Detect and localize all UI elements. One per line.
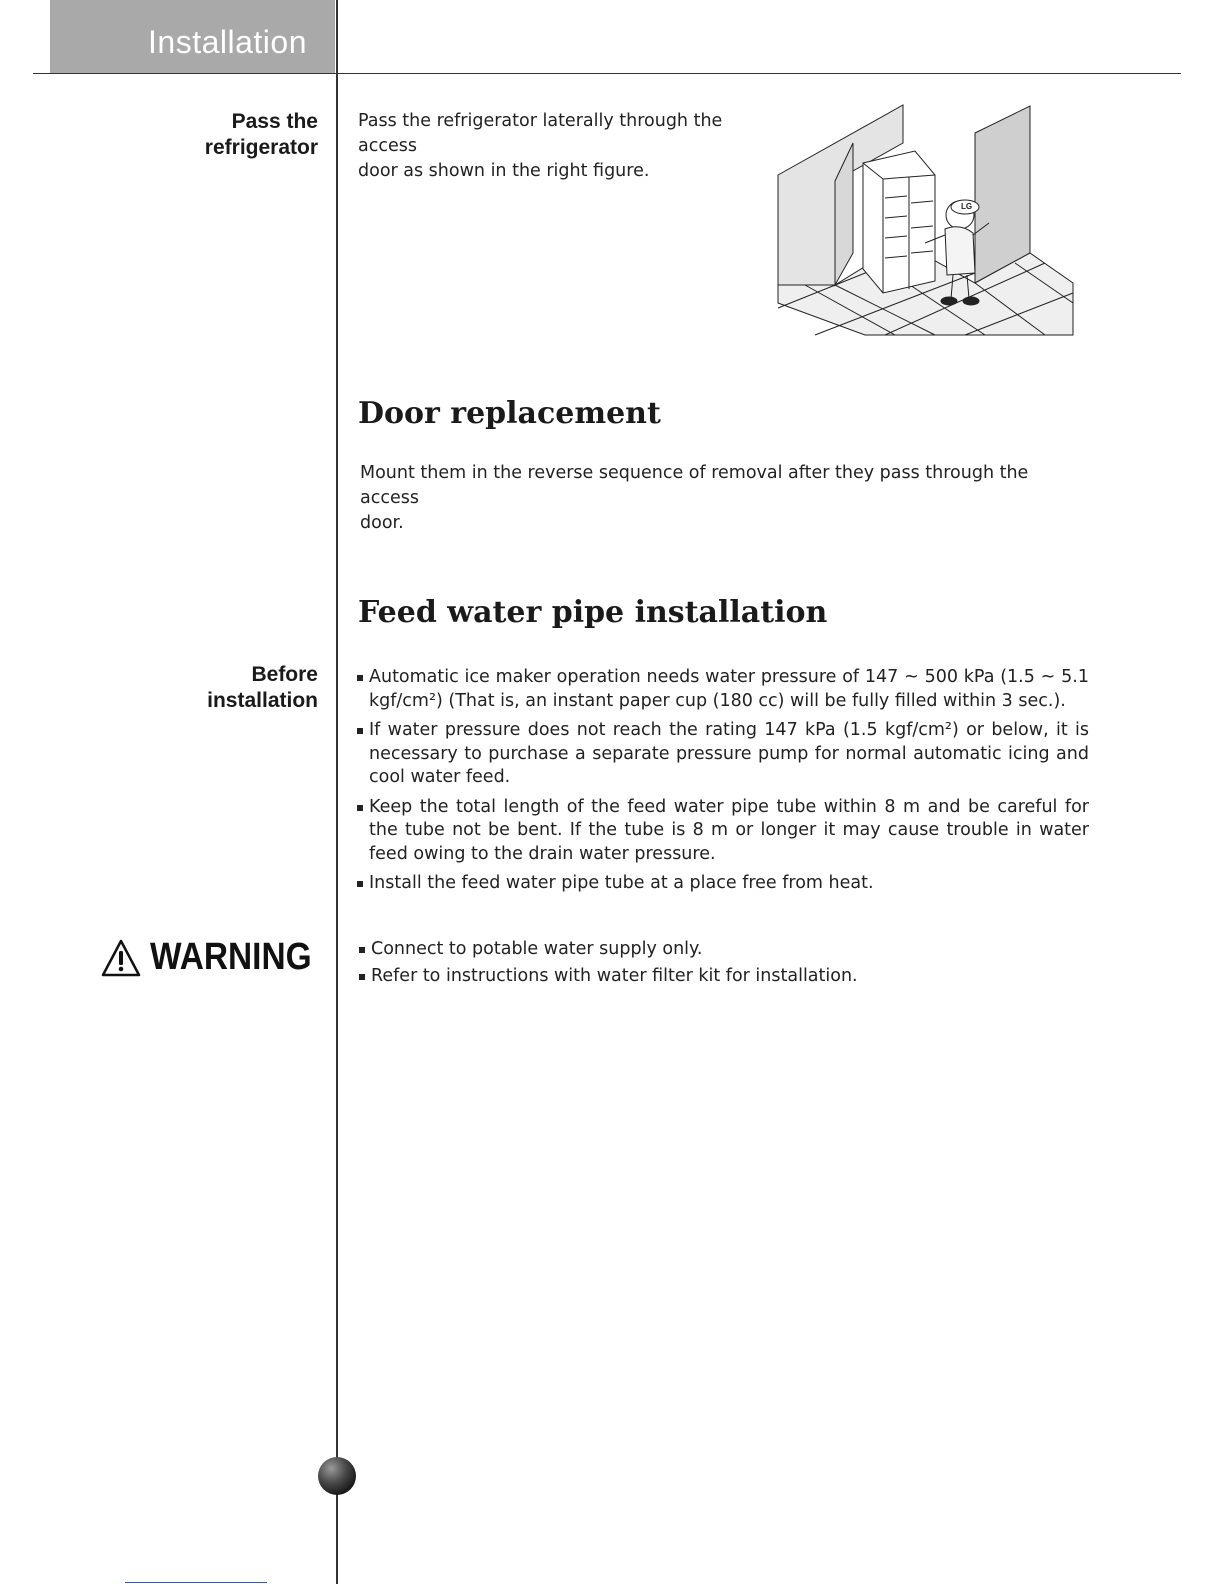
feed-water-bullet-list (357, 666, 1089, 902)
page-marker-dot (318, 1457, 356, 1495)
warning-bullet-list (359, 938, 1059, 994)
door-text-line2: door. (360, 513, 404, 533)
pass-text (358, 109, 778, 184)
page-title: Installation (148, 24, 307, 60)
bullet-square-icon (357, 805, 363, 811)
list-item: Keep the total length of the feed water pipe tube within 8 m and be careful for the tube not be bent. If the tube is 8 m or longer it may cause trouble in water feed owing to the drain water pressure. (357, 796, 1089, 867)
side-label-before (207, 662, 318, 714)
door-replacement-text (360, 461, 1090, 536)
header-divider (33, 73, 1181, 74)
list-item: Refer to instructions with water filter kit for installation. (359, 965, 1059, 989)
list-item: Automatic ice maker operation needs water pressure of 147 ~ 500 kPa (1.5 ~ 5.1 kgf/cm²) (That is, an instant paper cup (180 cc) will be fully filled within 3 sec.). (357, 666, 1089, 713)
list-item: If water pressure does not reach the rating 147 kPa (1.5 kgf/cm²) or below, it is necessary to purchase a separate pressure pump for normal automatic icing and cool water feed. (357, 719, 1089, 790)
door-replacement-heading: Door replacement (358, 396, 661, 431)
list-item: Install the feed water pipe tube at a place free from heat. (357, 872, 1089, 896)
bullet-square-icon (357, 728, 363, 734)
lg-logo-text: LG (961, 202, 973, 211)
side-label-pass (205, 109, 318, 161)
warning-triangle-icon (100, 938, 142, 978)
vertical-divider (336, 0, 338, 1584)
bullet-square-icon (357, 881, 363, 887)
pass-text-line2: door as shown in the right figure. (358, 161, 650, 181)
warning-label (100, 936, 324, 984)
side-label-pass-line2: refrigerator (204, 136, 318, 159)
side-label-before-line1: Before (251, 663, 318, 686)
refrigerator-access-illustration (775, 103, 1075, 339)
bullet-square-icon (359, 947, 365, 953)
door-text-line1: Mount them in the reverse sequence of removal after they pass through the access (360, 463, 1029, 508)
list-item: Connect to potable water supply only. (359, 938, 1059, 962)
side-label-pass-line1: Pass the (231, 110, 318, 133)
pass-text-line1: Pass the refrigerator laterally through the access (358, 111, 723, 156)
footer-link-underline[interactable] (125, 1582, 267, 1583)
warning-text: WARNING (150, 936, 312, 978)
bullet-square-icon (357, 675, 363, 681)
bullet-square-icon (359, 974, 365, 980)
side-label-before-line2: installation (207, 689, 318, 712)
feed-water-heading: Feed water pipe installation (358, 595, 828, 630)
